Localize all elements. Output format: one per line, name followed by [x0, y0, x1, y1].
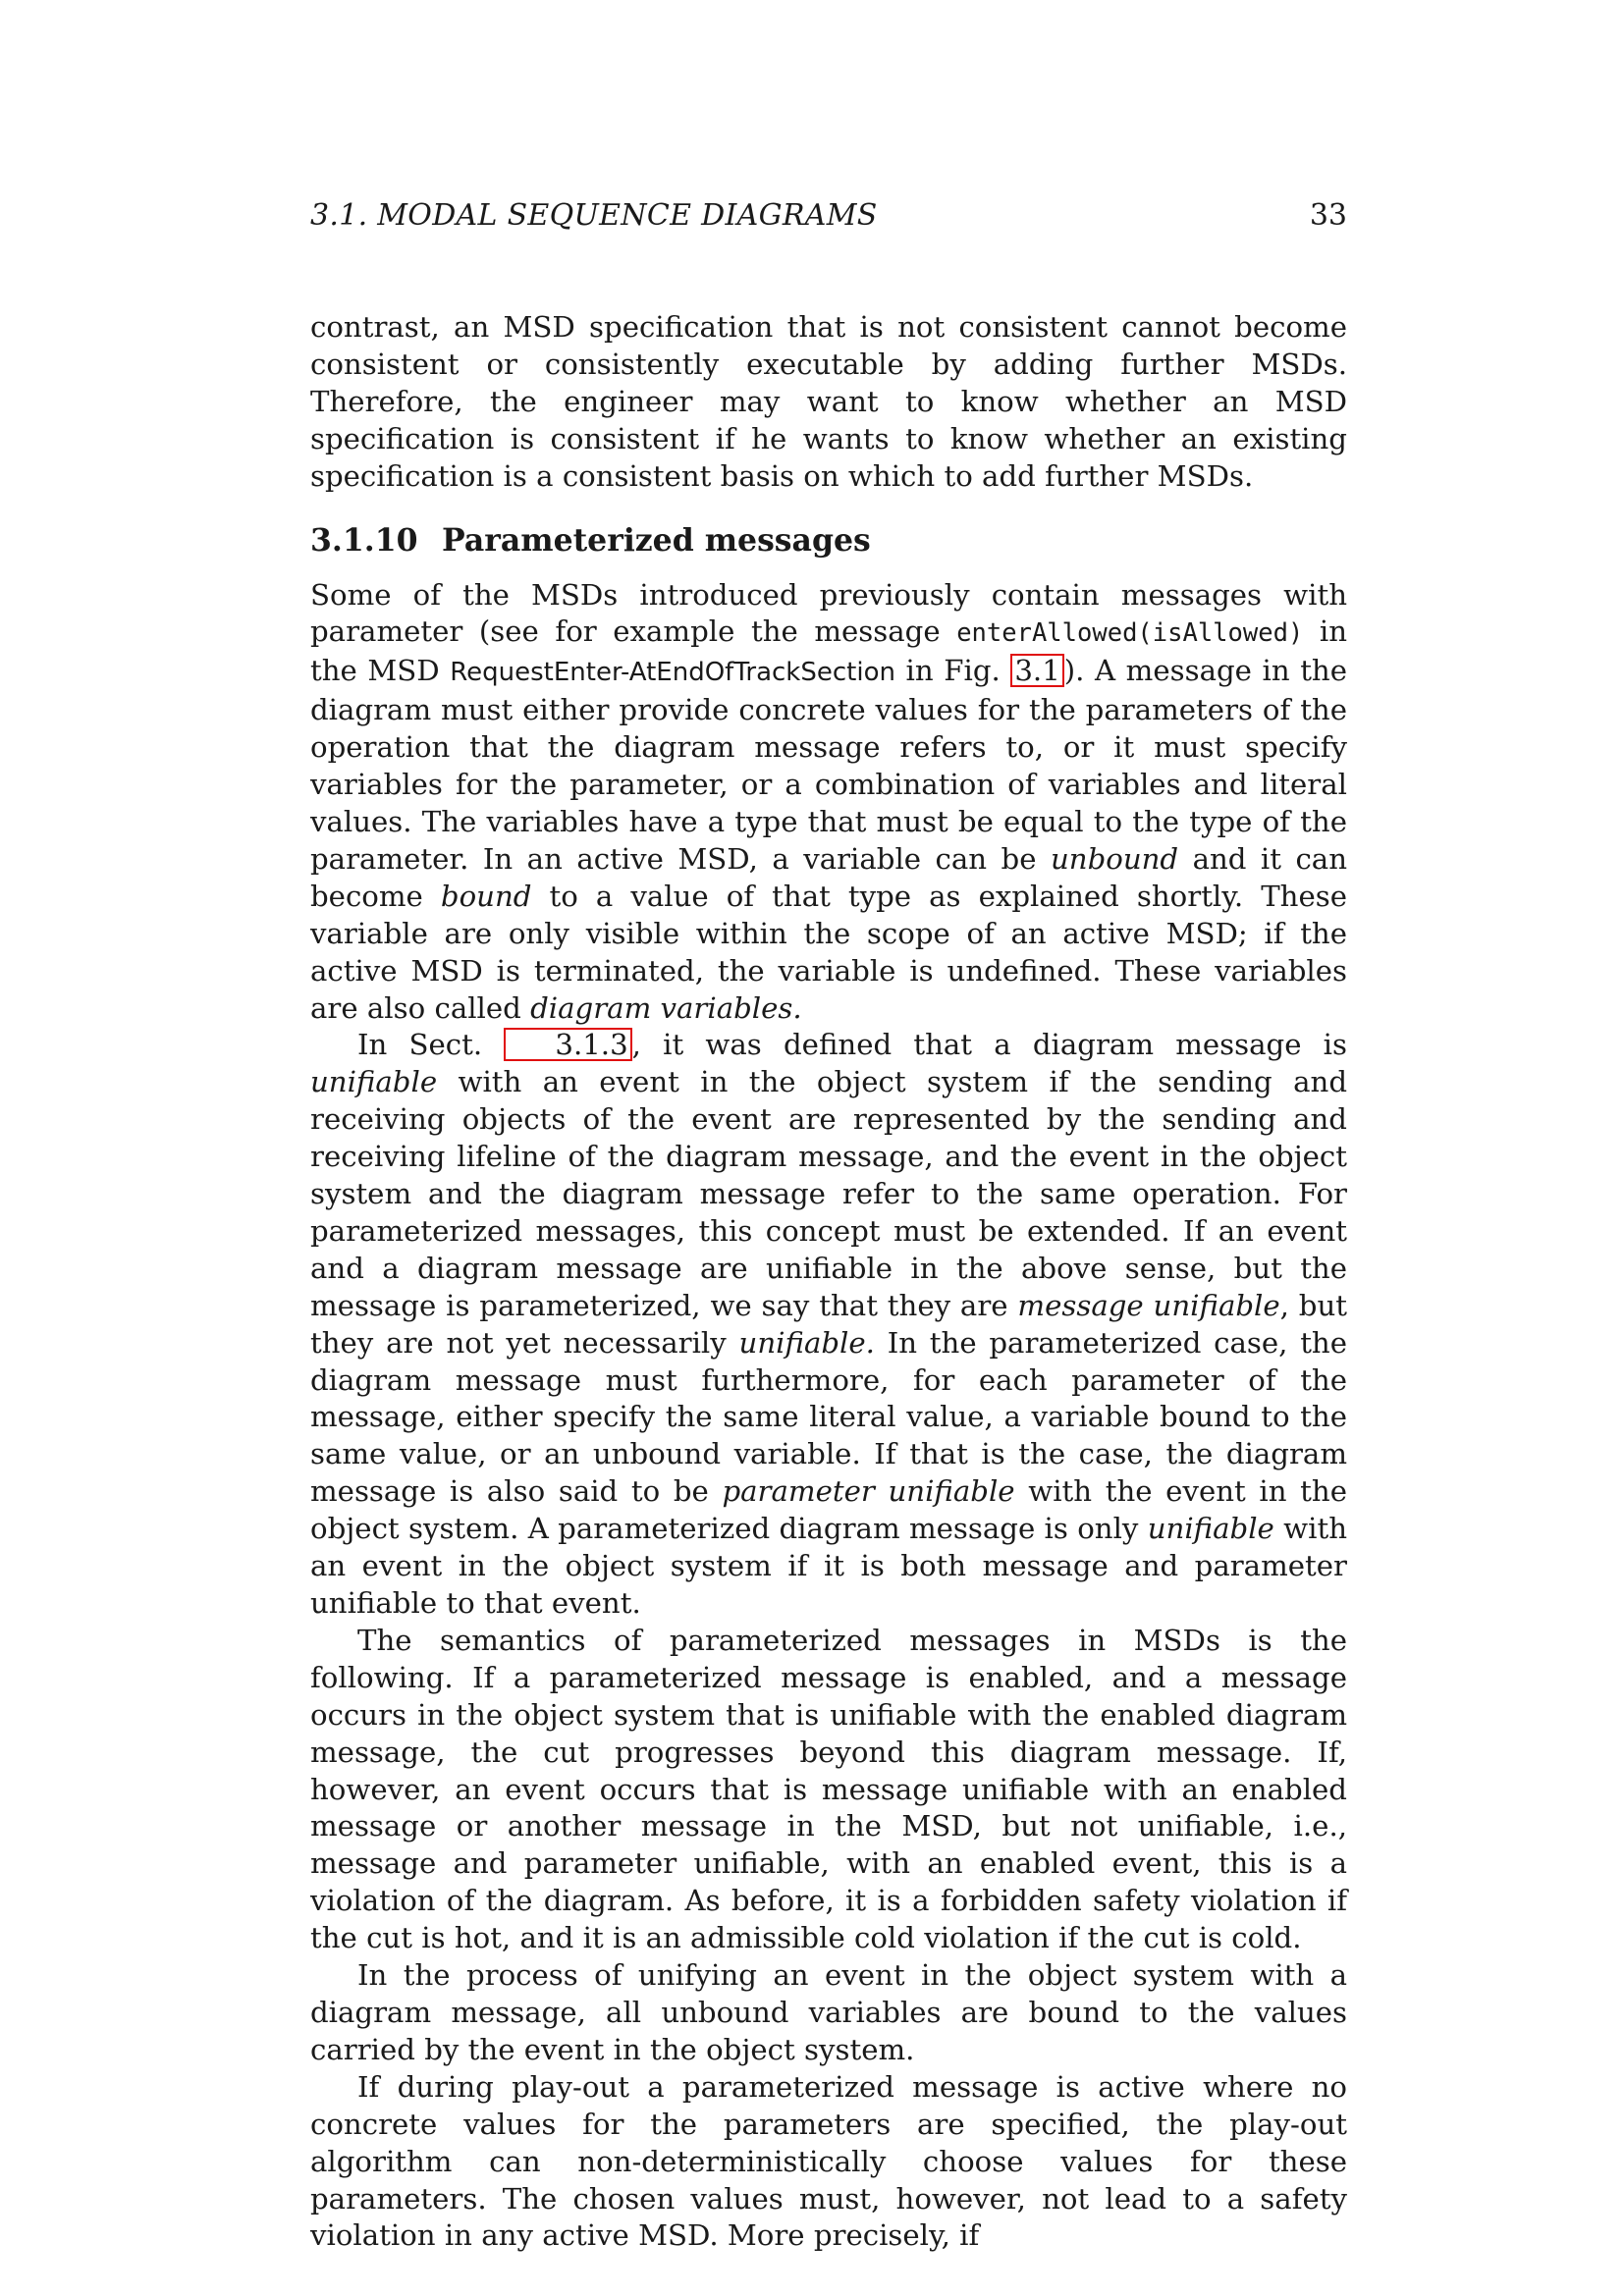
body-text — [310, 309, 1347, 2255]
section-number: 3.1.10 — [310, 521, 418, 559]
paragraph-unifiable — [310, 1027, 1347, 1623]
paragraph-continued: contrast, an MSD specification that is not consistent cannot become consistent or consistently executable by adding further MSDs. Therefore, the engineer may want to know whether an MSD specification is consistent if he wants to know whether an existing specification is a consistent basis on which to add further MSDs. — [310, 310, 1347, 493]
emphasis-term: message unifiable — [1017, 1288, 1280, 1322]
emphasis-term: unifiable — [310, 1065, 438, 1099]
page-number: 33 — [1309, 198, 1347, 233]
text-run: in Fig. — [894, 654, 1011, 688]
emphasis-term: unbound — [1050, 841, 1179, 876]
emphasis-term: bound — [440, 879, 532, 913]
text-run: In the parameterized case, the diagram message must furthermore, for each parameter of the message, either specify the same literal value, a variable bound to the same value, or an unbound variable. If that is the case, the diagram message is also said to be — [310, 1325, 1348, 1509]
running-header — [310, 196, 1347, 236]
section-reference-link[interactable]: 3.1.3 — [504, 1028, 631, 1061]
emphasis-term: unifiable — [1147, 1512, 1274, 1546]
running-title: 3.1. MODAL SEQUENCE DIAGRAMS — [310, 198, 878, 233]
paragraph-play-out: If during play-out a parameterized message is active where no concrete values for the parameters are specified, the play-out algorithm can non-deterministically choose values for these parameters. The chosen values must, however, not lead to a safety violation in any active MSD. More precisely, if — [310, 2069, 1347, 2253]
text-run: ). A message in the diagram must either provide concrete values for the parameters of the operation that the diagram message refers to, or it must specify variables for the parameter, or a combination of variables and literal values. The variables have a type that must be equal to the type of the parameter. In an active MSD, a variable can be — [310, 654, 1348, 876]
text-run: In Sect. — [357, 1028, 505, 1062]
text-run: , it was defined that a diagram message is — [631, 1028, 1347, 1062]
text-run: and it can become — [310, 841, 1348, 913]
code-message-name: enterAllowed(isAllowed) — [956, 618, 1304, 649]
figure-reference-link[interactable]: 3.1 — [1010, 654, 1063, 687]
text-run: with the event in the object system. A parameterized diagram message is only — [310, 1474, 1347, 1546]
text-run: , but they are not yet necessarily — [310, 1288, 1347, 1360]
document-page — [310, 0, 1347, 2296]
paragraph-semantics: The semantics of parameterized messages in MSDs is the following. If a parameterized message is enabled, and a message occurs in the object system that is unifiable with the enabled diagram message, the cut progresses beyond this diagram message. If, however, an event occurs that is message unifiable with an enabled message or another message in the MSD, but not unifiable, i.e., message and parameter unifiable, with an enabled event, this is a violation of the diagram. As before, it is a forbidden safety violation if the cut is hot, and it is an admissible cold violation if the cut is cold. — [310, 1623, 1347, 1955]
section-title: Parameterized messages — [442, 521, 871, 559]
paragraph-parameterized-intro — [310, 577, 1347, 1028]
text-run: with an event in the object system if the sending and receiving objects of the event are represented by the sending and receiving lifeline of the diagram message, and the event in the object system and the diagram message refer to the same operation. For parameterized messages, this concept must be extended. If an event and a diagram message are unifiable in the above sense, but the message is parameterized, we say that they are — [310, 1065, 1347, 1322]
text-run: to a value of that type as explained shortly. These variable are only visible within the scope of an active MSD; if the active MSD is terminated, the variable is undefined. These variables are also called — [310, 879, 1348, 1025]
section-heading — [310, 521, 1347, 561]
emphasis-term: diagram variables. — [530, 990, 802, 1025]
paragraph-binding: In the process of unifying an event in the object system with a diagram message, all unbound variables are bound to the values carried by the event in the object system. — [310, 1958, 1347, 2066]
text-run: Some of the MSDs introduced previously contain messages with parameter (see for example the message — [310, 577, 1347, 649]
text-run: with an event in the object system if it is both message and parameter unifiable to that event. — [310, 1512, 1348, 1620]
emphasis-term: unifiable. — [738, 1325, 875, 1360]
msd-name: RequestEnter-AtEndOfTrackSection — [450, 658, 895, 688]
emphasis-term: parameter unifiable — [722, 1474, 1015, 1509]
text-run: in the MSD — [310, 614, 1348, 688]
